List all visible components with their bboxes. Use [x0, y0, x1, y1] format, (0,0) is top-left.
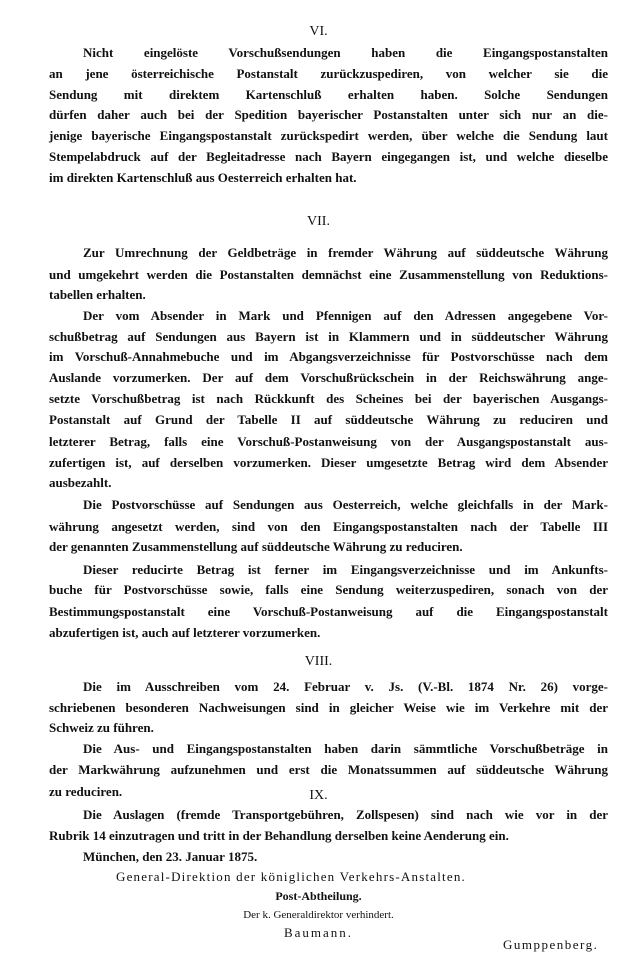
paragraph-line: Stempelabdruck auf der Begleitadresse nach Bayern eingegangen ist, und welche dieselbe	[49, 149, 608, 164]
signer-left: Baumann.	[283, 925, 354, 940]
paragraph-line: Postanstalt auf Grund der Tabelle II auf süddeutsche Währung zu reduciren und	[49, 412, 608, 427]
paragraph-line: letzterer Betrag, falls eine Vorschuß-Postanweisung von der Ausgangspostanstalt aus-	[49, 434, 608, 449]
paragraph-line: Die Auslagen (fremde Transportgebühren, Zollspesen) sind nach wie vor in der	[83, 807, 608, 822]
section-heading: VIII.	[304, 654, 333, 669]
paragraph-line: im direkten Kartenschluß aus Oesterreich erhalten hat.	[49, 170, 357, 185]
paragraph-line: setzte Vorschußbetrag ist nach Rückkunft des Scheines bei der bayerischen Ausgangs-	[49, 391, 608, 406]
paragraph-line: schriebenen besonderen Nachweisungen sind in gleicher Weise wie im Verkehre mit der	[49, 700, 608, 715]
paragraph-line: Sendung mit direktem Kartenschluß erhalten haben. Solche Sendungen	[49, 87, 608, 102]
paragraph-line: Der vom Absender in Mark und Pfennigen auf den Adressen angegebene Vor-	[83, 308, 608, 323]
paragraph-line: dürfen daher auch bei der Spedition bayerischer Postanstalten unter sich nur an die-	[49, 107, 608, 122]
paragraph-line: ausbezahlt.	[49, 475, 112, 490]
paragraph-line: Auslande vorzumerken. Der auf dem Vorschußrückschein in der Reichswährung ange-	[49, 370, 608, 385]
paragraph-line: tabellen erhalten.	[49, 287, 146, 302]
department: Post-Abtheilung.	[275, 889, 362, 903]
paragraph-line: Die im Ausschreiben vom 24. Februar v. Js. (V.-Bl. 1874 Nr. 26) vorge-	[83, 679, 608, 694]
section-heading: VI.	[309, 24, 328, 39]
paragraph-line: schußbetrag auf Sendungen aus Bayern ist in Klammern und in süddeutscher Währung	[49, 329, 608, 344]
paragraph-line: buche für Postvorschüsse sowie, falls eine Sendung weiterzuspediren, sonach von der	[49, 582, 608, 597]
paragraph-line: an jene österreichische Postanstalt zurückzuspediren, von welcher sie die	[49, 66, 608, 81]
paragraph-line: der genannten Zusammenstellung auf süddeutsche Währung zu reduciren.	[49, 539, 463, 554]
paragraph-line: der Markwährung aufzunehmen und erst die Monatssummen auf süddeutsche Währung	[49, 762, 608, 777]
paragraph-line: zu reduciren.	[49, 784, 123, 799]
paragraph-line: Zur Umrechnung der Geldbeträge in fremder Währung auf süddeutsche Währung	[83, 245, 608, 260]
signer-right: Gumppenberg.	[503, 937, 599, 952]
paragraph-line: Bestimmungspostanstalt eine Vorschuß-Postanweisung auf die Eingangspostanstalt	[49, 604, 608, 619]
paragraph-line: Schweiz zu führen.	[49, 720, 154, 735]
paragraph-line: Nicht eingelöste Vorschußsendungen haben die Eingangspostanstalten	[83, 45, 608, 60]
paragraph-line: zufertigen ist, auf derselben vorzumerken. Dieser umgesetzte Betrag wird dem Absender	[49, 455, 608, 470]
paragraph-line: Die Aus- und Eingangspostanstalten haben darin sämmtliche Vorschußbeträge in	[83, 741, 608, 756]
paragraph-line: Dieser reducirte Betrag ist ferner im Eingangsverzeichnisse und im Ankunfts-	[83, 562, 608, 577]
paragraph-line: im Vorschuß-Annahmebuche und im Abgangsverzeichnisse für Postvorschüsse nach dem	[49, 349, 608, 364]
paragraph-line: und umgekehrt werden die Postanstalten demnächst eine Zusammenstellung von Reduktions-	[49, 267, 608, 282]
place-date: München, den 23. Januar 1875.	[83, 849, 258, 864]
section-heading: VII.	[307, 214, 330, 229]
issuing-authority: General-Direktion der königlichen Verkehrs-Anstalten.	[116, 869, 466, 884]
signature-note: Der k. Generaldirektor verhindert.	[243, 909, 394, 921]
paragraph-line: währung angesetzt werden, sind von den Eingangspostanstalten nach der Tabelle III	[49, 519, 608, 534]
paragraph-line: jenige bayerische Eingangspostanstalt zurückspedirt werden, über welche die Sendung laut	[49, 128, 608, 143]
paragraph-line: abzufertigen ist, auch auf letzterer vorzumerken.	[49, 625, 321, 640]
paragraph-line: Rubrik 14 einzutragen und tritt in der Behandlung derselben keine Aenderung ein.	[49, 828, 509, 843]
section-heading: IX.	[309, 788, 328, 803]
paragraph-line: Die Postvorschüsse auf Sendungen aus Oesterreich, welche gleichfalls in der Mark-	[83, 497, 608, 512]
